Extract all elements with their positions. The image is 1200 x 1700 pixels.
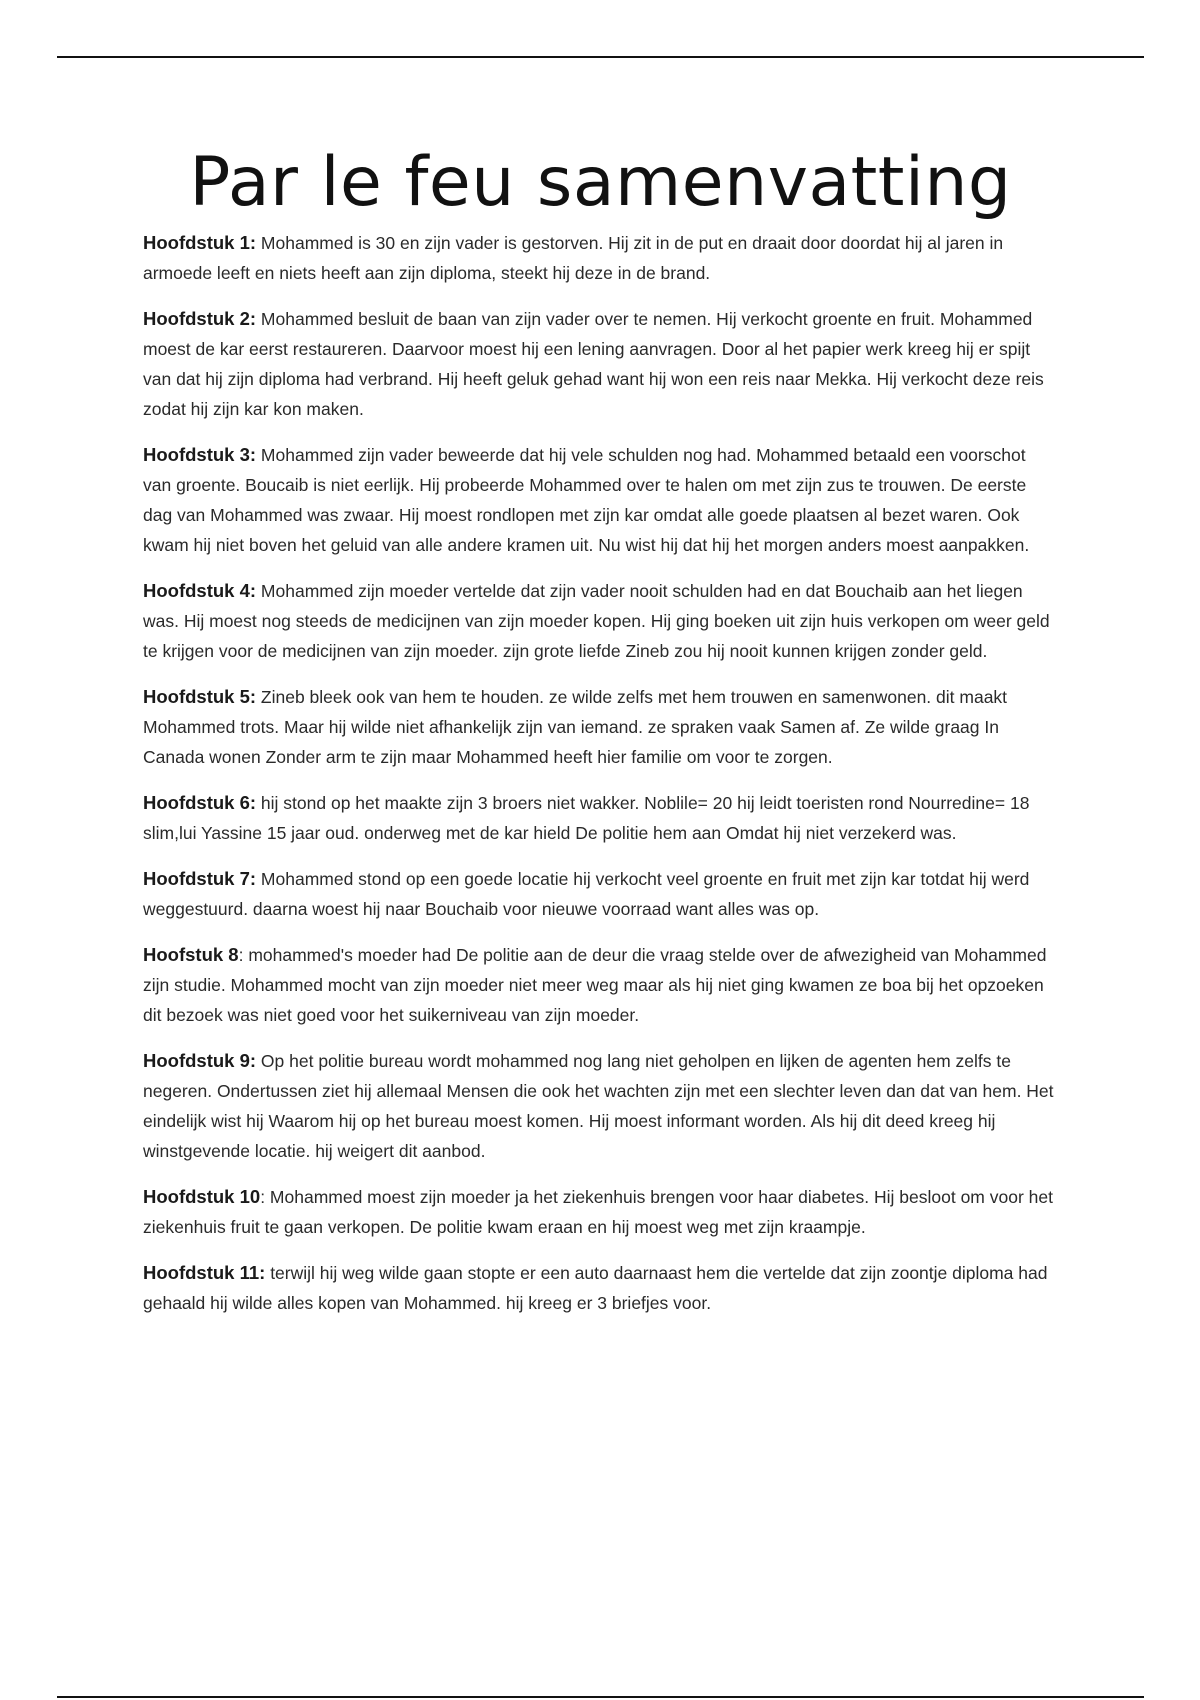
chapter-label: Hoofdstuk 4: bbox=[143, 580, 257, 601]
chapter-paragraph-11 bbox=[143, 1258, 1058, 1318]
chapter-label: Hoofdstuk 11: bbox=[143, 1262, 266, 1283]
chapter-text: terwijl hij weg wilde gaan stopte er een auto daarnaast hem die vertelde dat zijn zoontje diploma had gehaald hij wilde alles kopen van Mohammed. hij kreeg er 3 briefjes voor. bbox=[143, 1263, 1048, 1313]
chapter-paragraph-9 bbox=[143, 1046, 1058, 1166]
chapter-paragraph-8 bbox=[143, 940, 1058, 1030]
chapter-text: Mohammed zijn moeder vertelde dat zijn vader nooit schulden had en dat Bouchaib aan het liegen was. Hij moest nog steeds de medicijnen van zijn moeder kopen. Hij ging boeken uit zijn huis verkopen om weer geld te krijgen voor de medicijnen van zijn moeder. zijn grote liefde Zineb zou hij nooit kunnen krijgen zonder geld. bbox=[143, 581, 1050, 661]
document-body bbox=[143, 140, 1058, 1334]
chapter-text: Mohammed moest zijn moeder ja het ziekenhuis brengen voor haar diabetes. Hij besloot om voor het ziekenhuis fruit te gaan verkopen. De politie kwam eraan en hij moest weg met zijn kraampje. bbox=[143, 1187, 1053, 1237]
chapter-paragraph-3 bbox=[143, 440, 1058, 560]
chapter-paragraph-4 bbox=[143, 576, 1058, 666]
chapter-label: Hoofstuk 8 bbox=[143, 944, 239, 965]
chapter-label: Hoofdstuk 1: bbox=[143, 232, 257, 253]
chapter-paragraph-2 bbox=[143, 304, 1058, 424]
chapter-paragraph-5 bbox=[143, 682, 1058, 772]
chapter-text: Mohammed stond op een goede locatie hij verkocht veel groente en fruit met zijn kar totdat hij werd weggestuurd. daarna woest hij naar Bouchaib voor nieuwe voorraad want alles was op. bbox=[143, 869, 1030, 919]
chapter-label-suffix: : bbox=[238, 945, 244, 965]
document-title: Par le feu samenvatting bbox=[189, 143, 1012, 222]
chapter-label: Hoofdstuk 10 bbox=[143, 1186, 261, 1207]
top-horizontal-rule bbox=[57, 56, 1144, 58]
chapter-text: Mohammed besluit de baan van zijn vader over te nemen. Hij verkocht groente en fruit. Mohammed moest de kar eerst restaureren. Daarvoor moest hij een lening aanvragen. Door al het papier werk kreeg hij er spijt van dat hij zijn diploma had verbrand. Hij heeft geluk gehad want hij won een reis naar Mekka. Hij verkocht deze reis zodat hij zijn kar kon maken. bbox=[143, 309, 1044, 419]
chapter-label: Hoofdstuk 3: bbox=[143, 444, 257, 465]
chapter-paragraph-6 bbox=[143, 788, 1058, 848]
chapter-label: Hoofdstuk 7: bbox=[143, 868, 257, 889]
chapter-paragraph-10 bbox=[143, 1182, 1058, 1242]
chapter-label: Hoofdstuk 6: bbox=[143, 792, 257, 813]
chapter-label-suffix: : bbox=[260, 1187, 266, 1207]
chapter-paragraph-7 bbox=[143, 864, 1058, 924]
chapter-paragraph-1 bbox=[143, 228, 1058, 288]
chapter-text: hij stond op het maakte zijn 3 broers niet wakker. Noblile= 20 hij leidt toeristen rond Nourredine= 18 slim,lui Yassine 15 jaar oud. onderweg met de kar hield De politie hem aan Omdat hij niet verzekerd was. bbox=[143, 793, 1030, 843]
chapter-text: Mohammed is 30 en zijn vader is gestorven. Hij zit in de put en draait door doordat hij al jaren in armoede leeft en niets heeft aan zijn diploma, steekt hij deze in de brand. bbox=[143, 233, 1004, 283]
chapter-text: Mohammed zijn vader beweerde dat hij vele schulden nog had. Mohammed betaald een voorschot van groente. Boucaib is niet eerlijk. Hij probeerde Mohammed over te halen om met zijn zus te trouwen. De eerste dag van Mohammed was zwaar. Hij moest rondlopen met zijn kar omdat alle goede plaatsen al bezet waren. Ook kwam hij niet boven het geluid van alle andere kramen uit. Nu wist hij dat hij het morgen anders moest aanpakken. bbox=[143, 445, 1030, 555]
chapter-text: mohammed's moeder had De politie aan de deur die vraag stelde over de afwezigheid van Mohammed zijn studie. Mohammed mocht van zijn moeder niet meer weg maar als hij niet ging kwamen ze boa bij het opzoeken dit bezoek was niet goed voor het suikerniveau van zijn moeder. bbox=[143, 945, 1047, 1025]
chapter-label: Hoofdstuk 2: bbox=[143, 308, 257, 329]
bottom-horizontal-rule bbox=[57, 1696, 1144, 1698]
chapter-label: Hoofdstuk 5: bbox=[143, 686, 257, 707]
chapter-label: Hoofdstuk 9: bbox=[143, 1050, 257, 1071]
chapter-text: Zineb bleek ook van hem te houden. ze wilde zelfs met hem trouwen en samenwonen. dit maakt Mohammed trots. Maar hij wilde niet afhankelijk zijn van iemand. ze spraken vaak Samen af. Ze wilde graag In Canada wonen Zonder arm te zijn maar Mohammed heeft hier familie om voor te zorgen. bbox=[143, 687, 1008, 767]
chapter-text: Op het politie bureau wordt mohammed nog lang niet geholpen en lijken de agenten hem zelfs te negeren. Ondertussen ziet hij allemaal Mensen die ook het wachten zijn met een slechter leven dan dat van hem. Het eindelijk wist hij Waarom hij op het bureau moest komen. Hij moest informant worden. Als hij dit deed kreeg hij winstgevende locatie. hij weigert dit aanbod. bbox=[143, 1051, 1054, 1161]
